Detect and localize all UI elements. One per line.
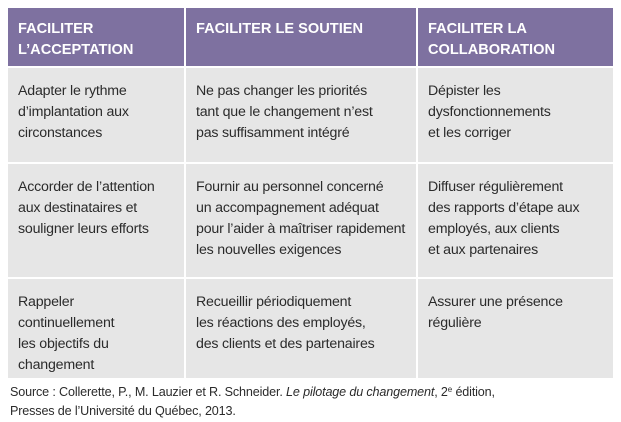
source-edition-superscript: e	[447, 385, 453, 394]
source-book-title: Le pilotage du changement	[286, 385, 435, 399]
table-cell	[184, 164, 416, 277]
cell-line: des rapports d’étape aux	[428, 200, 580, 216]
source-line-2: Presses de l’Université du Québec, 2013.	[10, 404, 236, 418]
cell-line: et les corriger	[428, 125, 511, 141]
cell-line: Dépister les	[428, 83, 501, 99]
header-faciliter-soutien	[184, 8, 416, 66]
header-faciliter-acceptation	[8, 8, 184, 66]
header-line: FACILITER LA	[428, 21, 527, 37]
cell-line: Adapter le rythme	[18, 83, 127, 99]
cell-line: tant que le changement n’est	[196, 104, 373, 120]
cell-line: des clients et des partenaires	[196, 336, 375, 352]
cell-line: et aux partenaires	[428, 242, 538, 258]
table-cell	[184, 68, 416, 162]
header-line: COLLABORATION	[428, 42, 556, 58]
table-cell	[8, 279, 184, 378]
cell-line: Assurer une présence	[428, 294, 563, 310]
cell-line: souligner leurs efforts	[18, 221, 149, 237]
cell-line: Recueillir périodiquement	[196, 294, 352, 310]
source-edition-number: , 2	[434, 385, 448, 399]
cell-line: Diffuser régulièrement	[428, 179, 563, 195]
table-cell	[416, 68, 613, 162]
cell-line: d’implantation aux	[18, 104, 129, 120]
table-cell	[416, 164, 613, 277]
source-citation	[10, 380, 495, 421]
cell-line: Rappeler continuellement	[18, 294, 115, 331]
table-cell	[416, 279, 613, 378]
cell-line: Fournir au personnel concerné	[196, 179, 384, 195]
table-cell	[184, 279, 416, 378]
cell-line: pour l’aider à maîtriser rapidement	[196, 221, 406, 237]
cell-line: Accorder de l’attention	[18, 179, 155, 195]
cell-line: un accompagnement adéquat	[196, 200, 379, 216]
header-faciliter-collaboration	[416, 8, 613, 66]
source-edition-rest: édition,	[452, 385, 495, 399]
cell-line: les réactions des employés,	[196, 315, 366, 331]
comparison-table	[8, 8, 613, 378]
header-line: FACILITER	[18, 21, 94, 37]
cell-line: Ne pas changer les priorités	[196, 83, 368, 99]
source-line-1	[10, 380, 495, 402]
header-line: FACILITER LE SOUTIEN	[196, 21, 364, 37]
cell-line: employés, aux clients	[428, 221, 560, 237]
cell-line: régulière	[428, 315, 482, 331]
table-cell	[8, 68, 184, 162]
source-prefix: Source : Collerette, P., M. Lauzier et R. Schneider.	[10, 385, 287, 399]
cell-line: pas suffisamment intégré	[196, 125, 350, 141]
cell-line: changement	[18, 357, 95, 373]
cell-line: dysfonctionnements	[428, 104, 551, 120]
table-cell	[8, 164, 184, 277]
cell-line: circonstances	[18, 125, 103, 141]
header-line: L’ACCEPTATION	[18, 42, 134, 58]
cell-line: les nouvelles exigences	[196, 242, 342, 258]
cell-line: les objectifs du	[18, 336, 109, 352]
cell-line: aux destinataires et	[18, 200, 138, 216]
